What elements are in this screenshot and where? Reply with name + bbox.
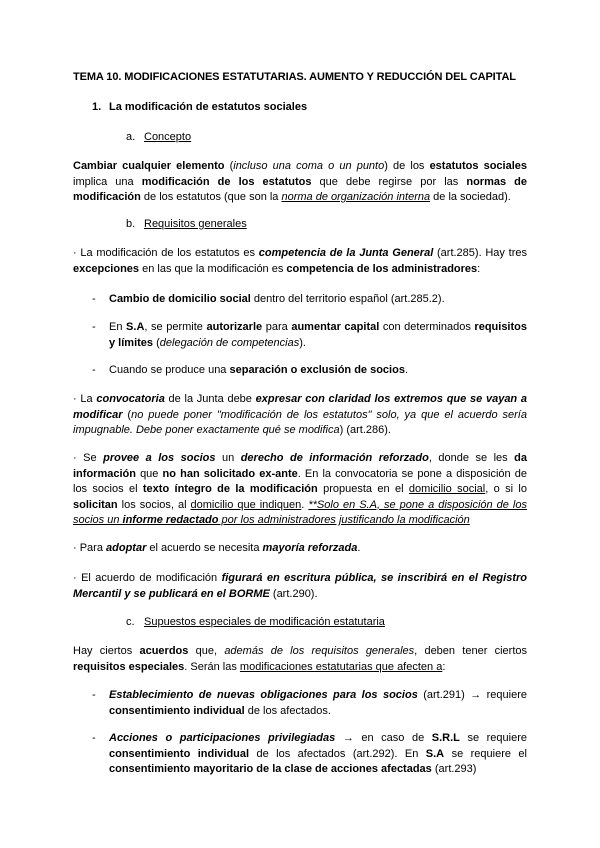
text-run: solicitan: [73, 498, 118, 511]
paragraph-informacion: [73, 451, 527, 529]
text-run: (: [224, 160, 234, 172]
text-run: ) de los: [384, 160, 430, 172]
text-run: . Serán las: [184, 660, 240, 673]
text-run: figurará en escritura pública, se inscribirá en el Registro Mercantil y se publicará en el BORME: [73, 572, 527, 600]
text-run: :: [477, 262, 481, 275]
text-run: dentro del territorio español (art.285.2).: [250, 293, 445, 305]
text-run: ) (art.286).: [339, 424, 391, 436]
text-run: informe redactado: [122, 514, 219, 526]
bullet-dash: -: [92, 293, 96, 305]
text-run: Acciones o participaciones privilegiadas: [109, 732, 336, 744]
text-run: de los estatutos (que son la: [140, 191, 282, 203]
text-run: Cambio de domicilio social: [109, 293, 251, 305]
text-run: · Para: [73, 542, 107, 554]
text-run: se requiere: [459, 732, 528, 744]
text-run: adoptar: [106, 542, 147, 554]
text-run: requisitos y límites: [109, 321, 527, 349]
text-run: consentimiento individual: [109, 747, 250, 760]
text-run: texto íntegro de la modificación: [142, 483, 318, 495]
text-run: mayoría reforzada: [262, 542, 358, 554]
text-run: consentimiento individual: [109, 704, 245, 717]
text-run: modificación de los estatutos: [141, 175, 312, 188]
text-run: modificaciones estatutarias que afecten a: [239, 660, 443, 673]
text-run: delegación de competencias: [159, 336, 300, 349]
paragraph-supuestos: [73, 644, 527, 675]
text-run: convocatoria: [96, 393, 165, 405]
text-run: Establecimiento de nuevas obligaciones para los socios: [109, 689, 418, 701]
text-run: Cuando se produce una: [109, 364, 230, 376]
bullet-dash: -: [92, 689, 96, 701]
text-run: requisitos especiales: [73, 660, 185, 673]
list-item: [92, 731, 527, 778]
text-run: competencia de los administradores: [286, 262, 478, 275]
text-run: estatutos sociales: [429, 160, 528, 172]
text-run: que,: [188, 645, 225, 657]
subsection-label: Requisitos generales: [144, 218, 247, 230]
text-run: de la sociedad).: [430, 191, 511, 203]
text-run: los socios, al: [117, 498, 191, 511]
text-run: domicilio que indiquen: [190, 498, 302, 511]
subsection-letter: b.: [126, 218, 136, 230]
subsection-heading-c: [126, 616, 385, 628]
paragraph-requisitos: [73, 246, 527, 277]
text-run: (art.290).: [269, 587, 318, 600]
text-run: se requiere el: [444, 747, 527, 760]
text-run: **Solo en S.A, se pone a disposición de los socios un: [73, 498, 527, 526]
list-item: [92, 320, 527, 351]
subsection-heading-b: [126, 218, 247, 230]
text-run: , se permite: [144, 321, 207, 333]
section-heading-1: [92, 101, 307, 113]
subsection-label: Concepto: [144, 131, 192, 143]
text-run: en las que la modificación es: [139, 262, 287, 275]
text-run: acuerdos: [139, 645, 189, 657]
bullet-dash: -: [92, 732, 96, 744]
text-run: autorizarle: [206, 321, 263, 333]
text-run: , o si lo: [485, 483, 527, 495]
text-run: excepciones: [73, 262, 140, 275]
document-title: TEMA 10. MODIFICACIONES ESTATUTARIAS. AUMENTO Y REDUCCIÓN DEL CAPITAL: [73, 71, 516, 83]
text-run: · Se: [73, 452, 104, 464]
text-run: normas de modificación: [73, 175, 528, 203]
text-run: incluso una coma o un punto: [233, 160, 385, 172]
text-run: competencia de la Junta General: [258, 247, 434, 259]
subsection-letter: a.: [126, 131, 136, 143]
text-run: → en caso de: [335, 732, 432, 744]
text-run: . En la convocatoria se pone a disposición de los socios el: [73, 467, 527, 495]
text-run: (art.285). Hay tres: [433, 247, 527, 259]
bullet-dash: -: [92, 321, 96, 333]
list-item: [92, 688, 527, 719]
paragraph-mayoria: [73, 541, 527, 557]
text-run: (: [122, 408, 132, 421]
text-run: separación o exclusión de socios: [229, 364, 405, 376]
text-run: .: [357, 542, 361, 554]
text-run: derecho de información reforzado: [240, 452, 429, 464]
text-run: provee a los socios: [103, 452, 216, 464]
text-run: implica una: [73, 175, 142, 188]
subsection-letter: c.: [126, 616, 135, 628]
list-item: [92, 292, 527, 308]
list-item: [92, 363, 527, 379]
text-run: por los administradores justificando la modificación: [218, 514, 470, 526]
text-run: .: [301, 498, 309, 511]
text-run: · La modificación de los estatutos es: [73, 247, 259, 259]
text-run: (art.293): [431, 763, 477, 775]
paragraph-concepto: [73, 159, 527, 206]
text-run: da información: [73, 452, 527, 480]
text-run: S.A: [425, 747, 445, 760]
text-run: no puede poner "modificación de los estatutos" solo, ya que el acuerdo sería impugnable. Debe poner exactamente qué se modifica: [73, 408, 527, 436]
text-run: que: [135, 467, 163, 480]
section-label: La modificación de estatutos sociales: [109, 101, 308, 113]
text-run: (: [153, 336, 160, 349]
subsection-heading-a: [126, 131, 191, 143]
text-run: un: [215, 452, 241, 464]
text-run: no han solicitado ex-ante: [162, 467, 298, 480]
text-run: norma de organización interna: [281, 191, 431, 203]
text-run: expresar con claridad los extremos que se vayan a modificar: [73, 393, 527, 421]
text-run: , donde se les: [428, 452, 515, 464]
text-run: S.R.L: [431, 732, 460, 744]
text-run: para: [262, 321, 292, 333]
text-run: propuesta en el: [317, 483, 409, 495]
text-run: de los afectados (art.292). En: [249, 747, 426, 760]
paragraph-registro: [73, 571, 527, 602]
paragraph-convocatoria: [73, 392, 527, 439]
text-run: :: [442, 660, 446, 673]
text-run: además de los requisitos generales: [224, 645, 415, 657]
text-run: .: [404, 364, 408, 376]
text-run: aumentar capital: [291, 321, 380, 333]
text-run: consentimiento mayoritario de la clase de acciones afectadas: [109, 763, 432, 775]
text-run: · El acuerdo de modificación: [73, 572, 222, 584]
section-number: 1.: [92, 101, 102, 113]
text-run: · La: [73, 393, 97, 405]
text-run: ).: [299, 336, 306, 349]
text-run: , deben tener ciertos: [414, 645, 528, 657]
text-run: Hay ciertos: [73, 645, 140, 657]
text-run: S.A: [126, 321, 145, 333]
text-run: (art.291) → requiere: [417, 689, 527, 701]
text-run: Cambiar cualquier elemento: [73, 160, 225, 172]
text-run: domicilio social: [408, 483, 486, 495]
bullet-dash: -: [92, 364, 96, 376]
text-run: de los afectados.: [244, 704, 331, 717]
text-run: el acuerdo se necesita: [146, 542, 263, 554]
text-run: En: [109, 321, 127, 333]
text-run: de la Junta debe: [164, 393, 256, 405]
text-run: con determinados: [379, 321, 475, 333]
text-run: que debe regirse por las: [311, 175, 467, 188]
subsection-label: Supuestos especiales de modificación estatutaria: [144, 616, 385, 628]
